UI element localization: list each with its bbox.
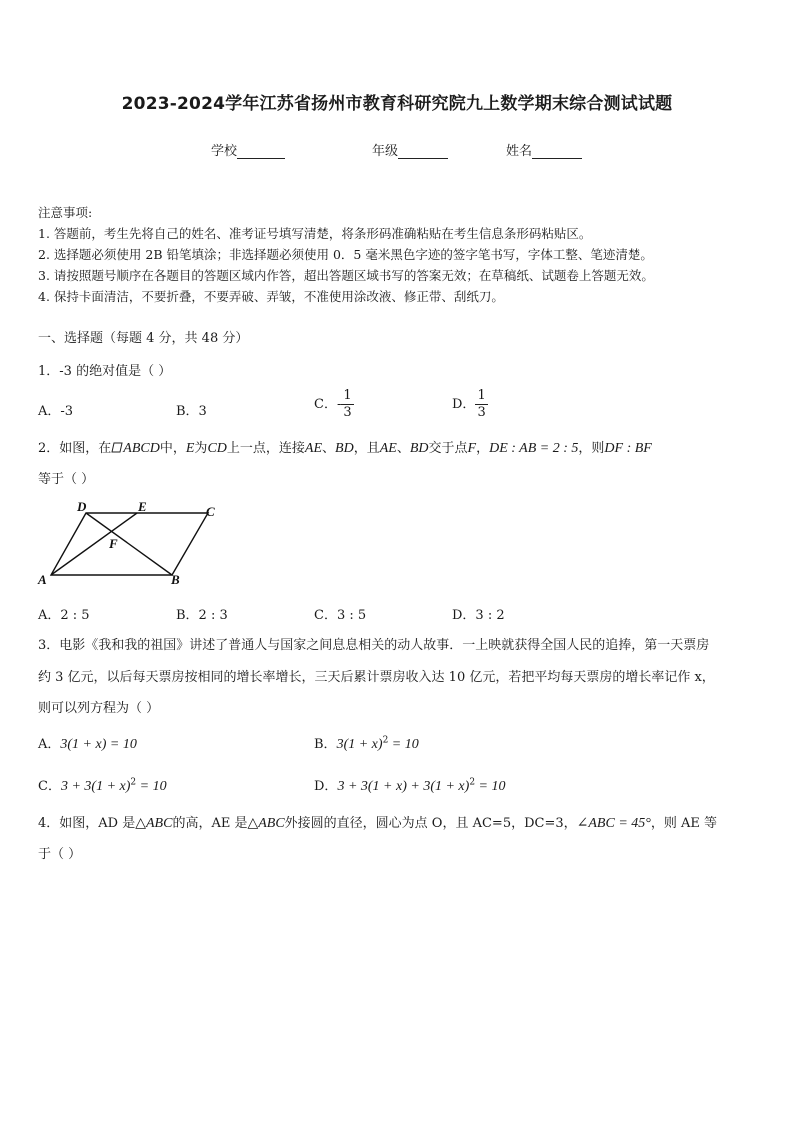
section-heading: 一、选择题（每题 4 分，共 48 分） — [38, 331, 249, 346]
label-f: F — [109, 536, 118, 551]
page-title: 2023-2024学年江苏省扬州市教育科研究院九上数学期末综合测试试题 — [121, 94, 673, 114]
math: = 10 — [136, 779, 167, 794]
math: 3(1 + x) = 10 — [60, 737, 137, 752]
q2-option-c: C．3 : 5 — [314, 608, 367, 623]
name-label: 姓名 — [506, 144, 533, 159]
question-2-stem-line2: 等于（ ） — [38, 472, 95, 487]
text: 、 — [396, 441, 410, 456]
question-3-stem-line2: 约 3 亿元，以后每天票房按相同的增长率增长，三天后累计票房收入达 10 亿元，若把平均每天票房的增长率记作 x， — [38, 670, 715, 685]
math: ABCD — [123, 441, 160, 456]
segment-ae — [51, 513, 137, 575]
fraction — [341, 388, 353, 421]
q2-option-a: A．2 : 5 — [38, 608, 90, 623]
q3-option-c — [38, 775, 167, 795]
math: DF : BF — [604, 441, 652, 456]
q1-option-c-prefix: C．- — [314, 397, 342, 412]
question-4-stem-line2: 于（ ） — [38, 847, 82, 862]
question-3-stem-line1: 3．电影《我和我的祖国》讲述了普通人与国家之间息息相关的动人故事．一上映就获得全国人民的追捧，第一天票房 — [38, 638, 710, 653]
label-c: C — [206, 504, 215, 519]
math: AE — [379, 441, 397, 456]
option-prefix: A． — [38, 737, 61, 752]
notice-item: 1. 答题前，考生先将自己的姓名、准考证号填写清楚，将条形码准确粘贴在考生信息条形码粘贴区。 — [38, 226, 592, 241]
option-prefix: B． — [314, 737, 337, 752]
text: 上一点，连接 — [226, 441, 305, 456]
superscript: 2 — [382, 735, 389, 746]
option-prefix: D． — [314, 779, 338, 794]
q2-option-d: D．3 : 2 — [452, 608, 505, 623]
text: 2．如图，在 — [38, 441, 112, 456]
grade-field — [372, 140, 448, 159]
text: 中， — [159, 441, 186, 456]
label-d: D — [77, 500, 87, 514]
fraction-denominator: 3 — [343, 405, 352, 420]
q3-option-d — [314, 775, 506, 795]
notice-heading: 注意事项: — [38, 205, 93, 220]
school-field — [211, 140, 285, 159]
name-blank — [532, 144, 582, 159]
label-b: B — [171, 572, 180, 587]
text: ，则 — [578, 441, 605, 456]
math: 3(1 + x) — [336, 737, 383, 752]
q2-option-b: B．2 : 3 — [176, 608, 228, 623]
text: ，且 — [353, 441, 380, 456]
math: E — [185, 441, 195, 456]
fraction-denominator: 3 — [477, 405, 486, 420]
math: AE — [304, 441, 323, 456]
math: BD — [409, 441, 429, 456]
math: ∠ABC = 45° — [576, 816, 651, 831]
fraction — [475, 388, 487, 421]
notice-item: 3. 请按照题号顺序在各题目的答题区域内作答，超出答题区域书写的答案无效；在草稿纸、试题卷上答题无效。 — [38, 268, 654, 283]
math: F — [467, 441, 477, 456]
math: CD — [207, 441, 227, 456]
math: = 10 — [475, 779, 506, 794]
text: 4．如图，AD 是 — [38, 816, 136, 831]
text: ， — [476, 441, 490, 456]
q1-option-b: B．3 — [176, 404, 207, 419]
superscript: 2 — [469, 777, 476, 788]
q3-option-a — [38, 733, 137, 753]
q3-option-b — [314, 733, 419, 753]
label-e: E — [138, 500, 147, 514]
text: 的高，AE 是 — [172, 816, 248, 831]
notice-item: 2. 选择题必须使用 2B 铅笔填涂；非选择题必须使用 0．5 毫米黑色字迹的签字笔书写，字体工整、笔迹清楚。 — [38, 247, 653, 262]
school-label: 学校 — [211, 144, 238, 159]
question-2-stem — [38, 437, 652, 457]
question-3-stem-line3: 则可以列方程为（ ） — [38, 701, 160, 716]
name-field — [506, 140, 582, 159]
superscript: 2 — [130, 777, 137, 788]
parallelogram-figure — [34, 500, 224, 590]
math: △ABC — [247, 816, 285, 831]
math: 3 + 3(1 + x) — [60, 779, 131, 794]
segment-bd — [86, 513, 172, 575]
q1-option-d — [452, 388, 488, 421]
text: 外接圆的直径，圆心为点 O，且 AC=5，DC=3， — [284, 816, 577, 831]
school-blank — [237, 144, 285, 159]
q1-option-d-prefix: D． — [452, 397, 476, 412]
parallelogram-icon — [111, 441, 123, 456]
fraction-numerator: 1 — [343, 388, 352, 403]
label-a: A — [38, 572, 47, 587]
grade-label: 年级 — [372, 144, 399, 159]
text: 、 — [322, 441, 336, 456]
math: 3 + 3(1 + x) + 3(1 + x) — [337, 779, 470, 794]
text: 交于点 — [428, 441, 468, 456]
text: 为 — [194, 441, 208, 456]
grade-blank — [398, 144, 448, 159]
q1-option-c — [314, 388, 354, 421]
fraction-numerator: 1 — [477, 388, 486, 403]
notice-item: 4. 保持卡面清洁，不要折叠，不要弄破、弄皱，不准使用涂改液、修正带、刮纸刀。 — [38, 289, 504, 304]
question-4-stem — [38, 812, 717, 832]
math: DE : AB = 2 : 5 — [489, 441, 579, 456]
math: BD — [335, 441, 354, 456]
text: ，则 AE 等 — [650, 816, 718, 831]
q1-option-a: A．-3 — [38, 404, 74, 419]
option-prefix: C． — [38, 779, 61, 794]
question-1-stem: 1．-3 的绝对值是（ ） — [38, 364, 172, 379]
math: = 10 — [388, 737, 419, 752]
math: △ABC — [135, 816, 173, 831]
